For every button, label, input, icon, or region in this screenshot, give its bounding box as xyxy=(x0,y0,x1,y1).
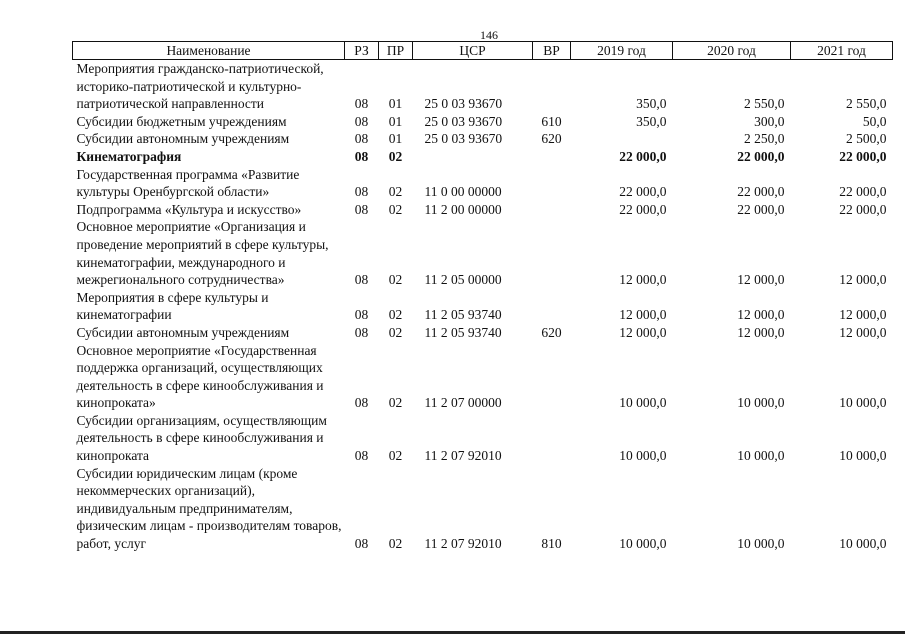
header-pr: ПР xyxy=(379,42,413,60)
page-number: 146 xyxy=(480,28,498,42)
row-value-2020: 10 000,0 xyxy=(737,536,785,552)
header-csr: ЦСР xyxy=(413,42,533,60)
row-value-2021: 50,0 xyxy=(862,113,887,129)
row-csr: 11 2 05 00000 xyxy=(424,272,502,288)
row-name: Мероприятия гражданско-патриотической, историко-патриотической и культурно-патриотической направленности xyxy=(76,61,324,112)
row-value-2020: 22 000,0 xyxy=(737,201,785,217)
row-value-2021: 10 000,0 xyxy=(839,448,887,464)
row-rz: 08 xyxy=(354,307,369,323)
row-value-2020: 10 000,0 xyxy=(737,448,785,464)
row-value-2020: 300,0 xyxy=(754,113,785,129)
row-value-2021: 12 000,0 xyxy=(839,272,887,288)
row-rz: 08 xyxy=(354,113,369,129)
row-pr: 02 xyxy=(388,184,403,200)
row-value-2021: 10 000,0 xyxy=(839,536,887,552)
row-value-2020: 10 000,0 xyxy=(737,395,785,411)
table-header xyxy=(73,42,893,60)
row-value-2020: 22 000,0 xyxy=(737,148,785,164)
row-vr: 620 xyxy=(541,324,562,340)
table-row xyxy=(73,130,893,148)
row-name: Государственная программа «Развитие культуры Оренбургской области» xyxy=(76,166,300,200)
row-rz: 08 xyxy=(354,395,369,411)
row-value-2021: 12 000,0 xyxy=(839,324,887,340)
row-value-2019: 10 000,0 xyxy=(619,448,667,464)
row-name: Субсидии бюджетным учреждениям xyxy=(76,113,287,129)
table-body xyxy=(73,60,893,553)
row-name: Подпрограмма «Культура и искусство» xyxy=(76,201,302,217)
row-value-2019: 350,0 xyxy=(636,96,667,112)
row-value-2019: 22 000,0 xyxy=(619,184,667,200)
row-csr: 25 0 03 93670 xyxy=(424,113,503,129)
row-csr: 11 2 07 00000 xyxy=(424,395,502,411)
row-name: Субсидии организациям, осуществляющим деятельность в сфере кинообслуживания и кинопроката xyxy=(76,412,327,464)
row-vr xyxy=(533,166,571,201)
row-csr: 11 0 00 00000 xyxy=(424,184,502,200)
row-value-2019: 10 000,0 xyxy=(619,536,667,552)
row-pr: 02 xyxy=(388,324,403,340)
row-csr: 11 2 00 00000 xyxy=(424,201,502,217)
row-value-2021: 22 000,0 xyxy=(839,148,887,164)
row-value-2019: 22 000,0 xyxy=(619,201,667,217)
table-row xyxy=(73,324,893,342)
table-row xyxy=(73,201,893,219)
budget-table xyxy=(72,41,893,553)
row-pr: 02 xyxy=(388,272,403,288)
row-rz: 08 xyxy=(354,96,369,112)
row-pr: 01 xyxy=(388,113,403,129)
row-name: Субсидии автономным учреждениям xyxy=(76,131,290,147)
row-value-2019: 12 000,0 xyxy=(619,272,667,288)
table-row xyxy=(73,113,893,131)
row-vr: 610 xyxy=(541,113,562,129)
row-value-2020: 12 000,0 xyxy=(737,307,785,323)
row-value-2019: 10 000,0 xyxy=(619,395,667,411)
row-rz: 08 xyxy=(354,272,369,288)
row-name: Основное мероприятие «Организация и проведение мероприятий в сфере культуры, кинематографии, международного и межрегионального сотрудничества» xyxy=(76,219,329,288)
row-rz: 08 xyxy=(354,324,369,340)
row-value-2021: 22 000,0 xyxy=(839,184,887,200)
row-pr: 02 xyxy=(388,307,403,323)
row-vr xyxy=(533,148,571,166)
header-2020: 2020 год xyxy=(673,42,791,60)
table-row xyxy=(73,148,893,166)
row-name: Основное мероприятие «Государственная поддержка организаций, осуществляющих деятельность в сфере кинообслуживания и кинопроката» xyxy=(76,342,324,411)
row-vr: 620 xyxy=(541,131,562,147)
page-bottom-border xyxy=(0,631,905,634)
table-row xyxy=(73,166,893,201)
row-value-2019: 12 000,0 xyxy=(619,324,667,340)
row-vr xyxy=(533,289,571,324)
row-csr: 25 0 03 93670 xyxy=(424,96,503,112)
row-value-2021: 22 000,0 xyxy=(839,201,887,217)
row-pr: 02 xyxy=(388,448,403,464)
row-vr xyxy=(533,201,571,219)
row-name: Субсидии автономным учреждениям xyxy=(76,324,290,340)
header-2019: 2019 год xyxy=(571,42,673,60)
row-csr: 25 0 03 93670 xyxy=(424,131,503,147)
row-csr: 11 2 05 93740 xyxy=(424,324,502,340)
row-csr: 11 2 07 92010 xyxy=(424,536,502,552)
row-value-2020: 22 000,0 xyxy=(737,184,785,200)
row-csr xyxy=(413,148,533,166)
row-value-2020: 12 000,0 xyxy=(737,324,785,340)
row-vr xyxy=(533,60,571,113)
row-rz: 08 xyxy=(354,448,369,464)
row-value-2019: 350,0 xyxy=(636,113,667,129)
row-vr: 810 xyxy=(541,536,562,552)
row-value-2020: 2 550,0 xyxy=(744,96,785,112)
row-rz: 08 xyxy=(354,148,369,164)
row-name: Мероприятия в сфере культуры и кинематографии xyxy=(76,289,269,323)
row-value-2020: 2 250,0 xyxy=(744,131,785,147)
table-row xyxy=(73,289,893,324)
row-name: Субсидии юридическим лицам (кроме некоммерческих организаций), индивидуальным предпринимателям, физическим лицам - производителям товаров, работ, услуг xyxy=(76,465,342,552)
row-pr: 02 xyxy=(388,536,403,552)
row-rz: 08 xyxy=(354,536,369,552)
table-row xyxy=(73,465,893,553)
row-value-2019: 22 000,0 xyxy=(619,148,667,164)
row-pr: 01 xyxy=(388,96,403,112)
row-value-2021: 2 500,0 xyxy=(846,131,887,147)
row-pr: 01 xyxy=(388,131,403,147)
row-pr: 02 xyxy=(388,395,403,411)
table-row xyxy=(73,412,893,465)
row-value-2020: 12 000,0 xyxy=(737,272,785,288)
row-value-2021: 10 000,0 xyxy=(839,395,887,411)
header-rz: РЗ xyxy=(345,42,379,60)
row-csr: 11 2 07 92010 xyxy=(424,448,502,464)
table-row xyxy=(73,218,893,288)
table-row xyxy=(73,342,893,412)
header-name: Наименование xyxy=(73,42,345,60)
header-2021: 2021 год xyxy=(791,42,893,60)
row-rz: 08 xyxy=(354,201,369,217)
row-vr xyxy=(533,218,571,288)
row-pr: 02 xyxy=(388,148,403,164)
row-pr: 02 xyxy=(388,201,403,217)
row-vr xyxy=(533,342,571,412)
row-value-2021: 2 550,0 xyxy=(846,96,887,112)
header-vr: ВР xyxy=(533,42,571,60)
row-rz: 08 xyxy=(354,131,369,147)
row-value-2019: 12 000,0 xyxy=(619,307,667,323)
row-value-2019 xyxy=(571,130,673,148)
row-name: Кинематография xyxy=(76,148,182,164)
row-csr: 11 2 05 93740 xyxy=(424,307,502,323)
row-vr xyxy=(533,412,571,465)
table-row xyxy=(73,60,893,113)
row-value-2021: 12 000,0 xyxy=(839,307,887,323)
row-rz: 08 xyxy=(354,184,369,200)
